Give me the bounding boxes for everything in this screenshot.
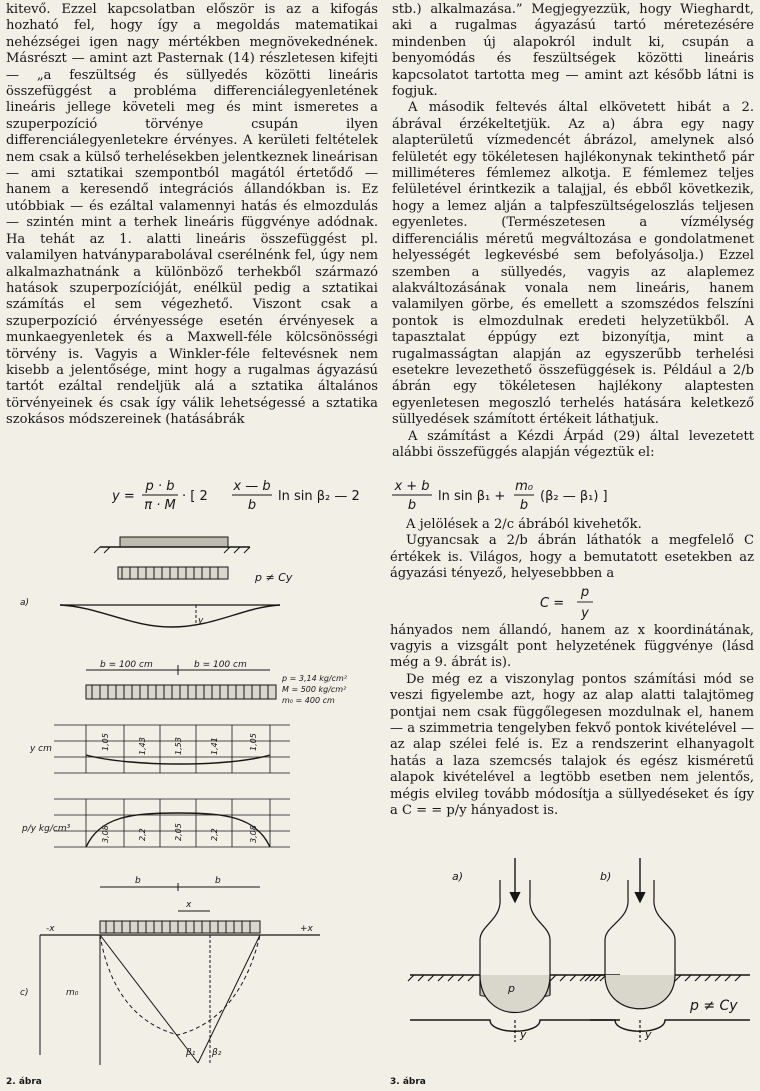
fig2-dim-right: b = 100 cm [194, 660, 247, 670]
c-formula [390, 583, 754, 623]
formula-term-4: (β₂ — β₁) ] [540, 489, 608, 504]
fig2-c-value-4: 2,2 [210, 828, 219, 841]
left-paragraph-1: kitevő. Ezzel kapcsolatban először is az a kifogás hozható fel, hogy így a megoldás matematikai nehézségei igen nagy mértékben megnövekednének. Másrészt — amint azt Pasternak (14) részletesen kifejti — „a feszültség és süllyedés közötti lineáris összefüggést a probléma differenciálegyenletének lineáris jellege követeli meg és mint ismeretes a szuperpozíció törvénye csupán ilyen differenciálegyenletekre érvényes. A kerületi feltételek nem csak a külső terhelésekben jelentkeznek lineárisan — ami sztatikai szempontból magától értetődő — hanem a keresendő integrációs állandókban is. Ez utóbbiak — és ezáltal valamennyi hatás és elmozdulás — szintén mint a terhek lineáris függvénye adódnak. Ha tehát az 1. alatti lineáris összefüggést pl. valamilyen hatványparabolával cserélnénk fel, úgy nem alkalmazhatnánk a különböző terhekből származó hatások szuperpozícióját, enélkül pedig a sztatikai számítás el sem végezhető. Viszont csak a szuperpozíció érvényessége esetén érvényesek a munkaegyenletek és a Maxwell-féle kölcsönösségi törvény is. Vagyis a Winkler-féle feltevésnek nem kisebb a jelentősége, mint hogy a rugalmas ágyazású tartót ezáltal rendeljük alá a sztatika általános törvényeinek és csak így válik lehetségessé a sztatika szokásos módszereinek (hatásábrák [6, 2, 378, 428]
lower-paragraph-3: hányados nem állandó, hanem az x koordinátának, vagyis a vizsgált pont helyzetének függvénye (lásd még a 9. ábrát is). [390, 622, 754, 671]
fig2-param-m0: m₀ = 400 cm [282, 696, 335, 705]
figure-3 [390, 850, 760, 1075]
lower-paragraph-4: De még ez a viszonylag pontos számítási mód se veszi figyelembe azt, hogy az alap alatti talajtömeg pontjai nem csak függőlegesen mozdulnak el, hanem — a szimmetria tengelyben fekvő pontok kivételével — az alap szélei felé is. Ez a rendszerint elhanyagolt hatás a laza szemcsés talajok és egész kisméretű alapok kivételével a legtöbb esetben nem jelentős, mégis elvileg tovább módosítja a süllyedéseket és így a C = = p/y hányadost is. [390, 671, 754, 819]
fig3-label-b: b) [600, 870, 612, 883]
c-formula-lhs: C = [540, 595, 565, 611]
sinking-formula [112, 478, 632, 512]
fig2-param-p: p = 3,14 kg/cm² [282, 674, 348, 683]
fig2-param-m: M = 500 kg/cm² [282, 685, 347, 694]
figure-2 [0, 515, 385, 1075]
formula-term-1: · [ 2 [182, 489, 208, 504]
fig2-y-axis-label: y cm [30, 744, 52, 754]
fig2-y-value-2: 1,43 [138, 737, 147, 755]
formula-term-2: ln sin β₂ — 2 [278, 489, 360, 504]
formula-lhs: y = [112, 489, 135, 504]
figure-2-caption: 2. ábra [6, 1077, 42, 1087]
lower-paragraph-2: Ugyancsak a 2/b ábrán láthatók a megfelelő C értékek is. Világos, hogy a bemutatott esetekben az ágyazási tényező, helyesebbben a [390, 533, 754, 582]
right-paragraph-2: A második feltevés által elkövetett hibát a 2. ábrával érzékeltetjük. Az a) ábra egy nagy alapterületű vízmedencét ábrázol, amelynek alsó felületét egy tökéletesen hajlékonynak tekinthető pár milliméteres fémlemez alkotja. E fémlemez teljes felületével érintkezik a talajjal, és ebből következik, hogy a lemez alján a talpfeszültségeloszlás teljesen egyenletes. (Természetesen a vízmélység differenciális méretű megváltozása e gondolatmenet helyességét legkevésbé sem befolyásolja.) Ezzel szemben a süllyedés, vagyis az alaplemez alakváltozásának vonala nem lineáris, hanem valamilyen görbe, és emellett a szomszédos felszíni pontok is elmozdulnak eredeti helyzetükből. A tapasztalat éppúgy ezt bizonyítja, mint a rugalmasságtan alapján az egyszerűbb terhelési esetekre levezethető összefüggések is. Például a 2/b ábrán egy tökéletesen hajlékony alaptesten egyenletesen megoszló terhelés hatására keletkező süllyedések számított értékeit láthatjuk. [392, 100, 754, 428]
lower-paragraph-1: A jelölések a 2/c ábrából kivehetők. [406, 517, 642, 532]
fig2-settlement-curve [60, 605, 280, 627]
formula-frac3-num: x + b [394, 479, 430, 494]
formula-frac2-den: b [247, 498, 257, 512]
fig2-y-value-3: 1,53 [174, 737, 183, 755]
formula-frac1-num: p · b [145, 479, 175, 494]
fig2-label-a: a) [20, 598, 30, 608]
fig2-y-value-4: 1,41 [210, 737, 219, 755]
fig2-y-value-5: 1,05 [249, 733, 258, 751]
fig2-beta2: β₂ [212, 1048, 222, 1058]
fig2-b-right: b [215, 876, 221, 886]
formula-frac4-num: m₀ [515, 479, 533, 494]
fig2-c-value-2: 2,2 [138, 828, 147, 841]
fig2-c-value-3: 2,05 [174, 823, 183, 841]
formula-frac1-den: π · M [144, 498, 176, 512]
fig2-y-values [101, 733, 258, 755]
fig2-y-value-1: 1,05 [101, 733, 110, 751]
lower-column [390, 517, 754, 820]
fig3-y-a: y [520, 1028, 527, 1041]
fig2-b-left: b [135, 876, 141, 886]
c-formula-num: p [580, 584, 590, 600]
fig2-c-value-1: 3,08 [101, 825, 110, 843]
left-column [6, 2, 378, 429]
formula-frac2-num: x — b [233, 479, 271, 494]
fig3-y-b: y [645, 1028, 652, 1041]
fig2-minus-x: -x [46, 924, 55, 934]
fig3-p-cy: p ≠ Cy [690, 998, 738, 1014]
fig2-tank [120, 537, 228, 547]
fig2-c-value-5: 3,08 [249, 825, 258, 843]
right-paragraph-3: A számítást a Kézdi Árpád (29) által levezetett alábbi összefüggés alapján végeztük el: [392, 428, 754, 460]
fig3-p-a: p [508, 982, 515, 995]
fig2-dim-left: b = 100 cm [100, 660, 153, 670]
formula-frac4-den: b [519, 498, 529, 512]
fig2-p-cy: p ≠ Cy [255, 571, 293, 584]
fig2-c-axis-label: p/y kg/cm³ [22, 824, 71, 834]
fig2-m0: m₀ [66, 988, 79, 998]
right-paragraph-1: stb.) alkalmazása.” Megjegyezzük, hogy Wieghardt, aki a rugalmas ágyazású tartó méretezésére mindenben új alapokról indult ki, csupán a benyomódás és feszültségek közötti lineáris kapcsolatot tartotta meg — amint azt később látni is fogjuk. [392, 2, 754, 100]
fig2-c-values [101, 823, 258, 843]
fig2-label-c: c) [20, 988, 29, 998]
fig3-label-a: a) [452, 870, 464, 883]
formula-term-3: ln sin β₁ + [438, 489, 506, 504]
fig2-plus-x: +x [300, 924, 313, 934]
formula-frac3-den: b [407, 498, 417, 512]
fig2-beta1: β₁ [186, 1048, 196, 1058]
figure-3-caption: 3. ábra [390, 1077, 426, 1087]
fig2-y-small: y [198, 616, 204, 626]
right-column [392, 2, 754, 461]
fig2-x: x [186, 900, 192, 910]
c-formula-den: y [581, 605, 589, 621]
